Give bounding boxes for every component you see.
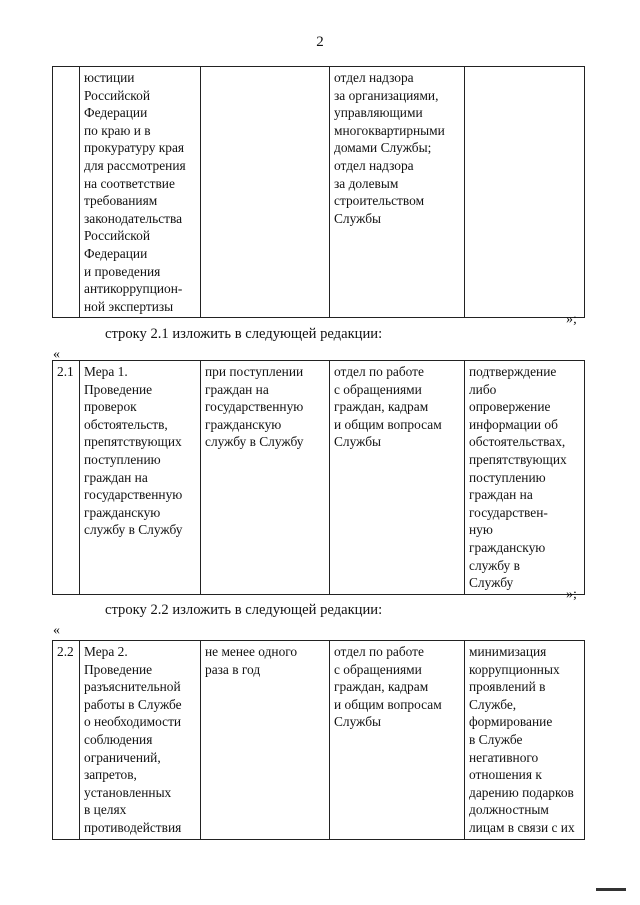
cell-deadline: при поступлении граждан на государственную гражданскую службу в Службу — [201, 361, 330, 595]
page-number: 2 — [316, 34, 324, 50]
closing-quote: »; — [566, 312, 577, 327]
cell-result — [465, 67, 585, 318]
table-row — [53, 361, 585, 595]
intro-row-2-2: строку 2.2 изложить в следующей редакции: — [105, 602, 383, 618]
table-row — [53, 641, 585, 840]
scan-mark — [596, 888, 626, 891]
cell-measure: Мера 1. Проведение проверок обстоятельств, препятствующих поступлению граждан на государственную гражданскую службу в Службу — [80, 361, 201, 595]
table-continuation — [52, 66, 585, 318]
cell-num — [53, 67, 80, 318]
cell-num: 2.2 — [53, 641, 80, 840]
cell-num: 2.1 — [53, 361, 80, 595]
opening-quote: « — [53, 623, 60, 638]
cell-measure: юстиции Российской Федерации по краю и в прокуратуру края для рассмотрения на соответствие требованиям законодательства Российской Федерации и проведения антикоррупцион- ной экспертизы — [80, 67, 201, 318]
table-row — [53, 67, 585, 318]
closing-quote: »; — [566, 587, 577, 602]
cell-responsible: отдел по работе с обращениями граждан, кадрам и общим вопросам Службы — [330, 641, 465, 840]
cell-result: минимизация коррупционных проявлений в Службе, формирование в Службе негативного отношения к дарению подарков должностным лицам в связи с их — [465, 641, 585, 840]
intro-row-2-1: строку 2.1 изложить в следующей редакции: — [105, 326, 383, 342]
cell-responsible: отдел по работе с обращениями граждан, кадрам и общим вопросам Службы — [330, 361, 465, 595]
cell-deadline: не менее одного раза в год — [201, 641, 330, 840]
cell-responsible: отдел надзора за организациями, управляющими многоквартирными домами Службы; отдел надзора за долевым строительством Службы — [330, 67, 465, 318]
opening-quote: « — [53, 347, 60, 362]
table-row-2-2 — [52, 640, 585, 840]
cell-deadline — [201, 67, 330, 318]
cell-measure: Мера 2. Проведение разъяснительной работы в Службе о необходимости соблюдения ограничений, запретов, установленных в целях противодействия — [80, 641, 201, 840]
cell-result: подтверждение либо опровержение информации об обстоятельствах, препятствующих поступлению граждан на государствен- ную гражданскую службу в Службу — [465, 361, 585, 595]
table-row-2-1 — [52, 360, 585, 595]
